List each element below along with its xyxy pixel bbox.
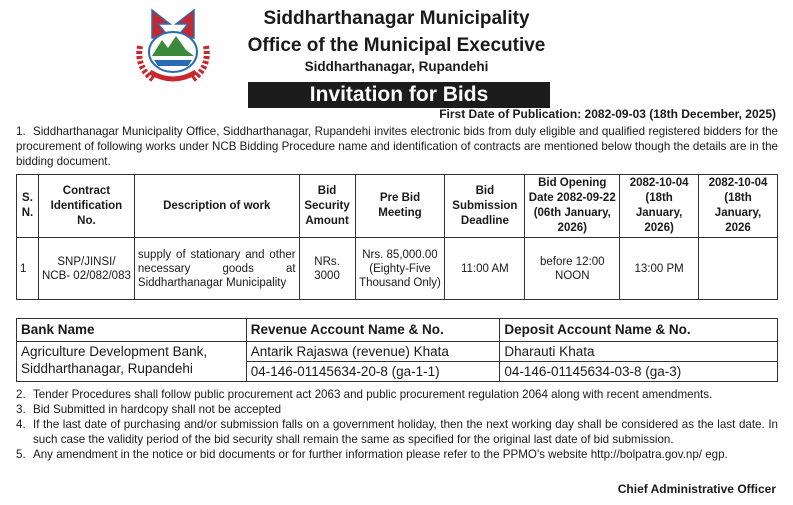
revenue-account-name: Antarik Rajaswa (revenue) Khata [246,342,500,362]
cell-sn: 1 [17,238,39,300]
bank-name: Agriculture Development Bank, Siddharthanagar, Rupandehi [17,342,247,382]
table-row [17,238,778,300]
office-address: Siddharthanagar, Rupandehi [304,59,489,74]
col-contract-id: Contract Identification No. [38,175,134,238]
col-bank-name: Bank Name [17,319,247,342]
col-submission-deadline: Bid Submission Deadline [445,175,525,238]
cell-date-2 [699,238,778,300]
account-table [16,318,778,382]
cell-security: NRs. 3000 [299,238,355,300]
municipality-name: Siddharthanagar Municipality [263,8,530,29]
list-item [16,387,778,402]
col-pre-bid: Pre Bid Meeting [355,175,445,238]
note-text: Any amendment in the notice or bid documents or for further information please refer to the PPMO's website http://bolpatra.gov.np/ egp. [33,448,728,461]
revenue-account-no: 04-146-01145634-20-8 (ga-1-1) [246,362,500,382]
signatory-title: Chief Administrative Officer [617,482,776,496]
col-bid-security: Bid Security Amount [299,175,355,238]
note-text: Tender Procedures shall follow public procurement act 2063 and public procurement regulation 2064 along with recent amendments. [33,388,713,401]
publication-date: First Date of Publication: 2082-09-03 (18th December, 2025) [439,107,776,121]
intro-number: 1. [16,125,26,138]
note-number: 2. [16,388,26,401]
notice-title-banner: Invitation for Bids [248,82,550,108]
deposit-account-name: Dharauti Khata [500,342,778,362]
deposit-account-no: 04-146-01145634-03-8 (ga-3) [500,362,778,382]
notes-list [16,387,778,462]
cell-description: supply of stationary and other necessary goods at Siddharthanagar Municipality [134,238,299,300]
col-deposit-account: Deposit Account Name & No. [500,319,778,342]
intro-text: Siddharthanagar Municipality Office, Siddharthanagar, Rupandehi invites electronic bids from duly eligible and qualified registered bidders for the procurement of following works under NCB Bidding Procedure name and identification of contracts are mentioned below though the details are in the bidding document. [16,125,778,168]
col-date-2: 2082-10-04 (18th January, 2026 [699,175,778,238]
col-bid-opening: Bid Opening Date 2082-09-22 (06th January, 2026) [525,175,620,238]
intro-paragraph [16,124,778,169]
note-number: 4. [16,418,26,431]
bid-details-table [16,174,778,300]
account-header-row [17,319,778,342]
note-text: Bid Submitted in hardcopy shall not be accepted [33,403,282,416]
note-text: If the last date of purchasing and/or submission falls on a government holiday, then the next working day shall be considered as the last date. In such case the validity period of the bid security shall remain the same as specified for the original last date of bid submission. [33,418,778,446]
list-item [16,447,778,462]
cell-deadline: 11:00 AM [445,238,525,300]
bid-table-header-row [17,175,778,238]
list-item [16,417,778,447]
table-row [17,342,778,362]
note-number: 5. [16,448,26,461]
col-description: Description of work [134,175,299,238]
cell-contract-id: SNP/JINSI/ NCB- 02/082/083 [38,238,134,300]
cell-opening: before 12:00 NOON [525,238,620,300]
office-name: Office of the Municipal Executive [247,35,546,56]
col-revenue-account: Revenue Account Name & No. [246,319,500,342]
cell-date-1: 13:00 PM [620,238,699,300]
cell-prebid: Nrs. 85,000.00 (Eighty-Five Thousand Only) [355,238,445,300]
note-number: 3. [16,403,26,416]
list-item [16,402,778,417]
col-date-1: 2082-10-04 (18th January, 2026) [620,175,699,238]
col-sn: S. N. [17,175,39,238]
